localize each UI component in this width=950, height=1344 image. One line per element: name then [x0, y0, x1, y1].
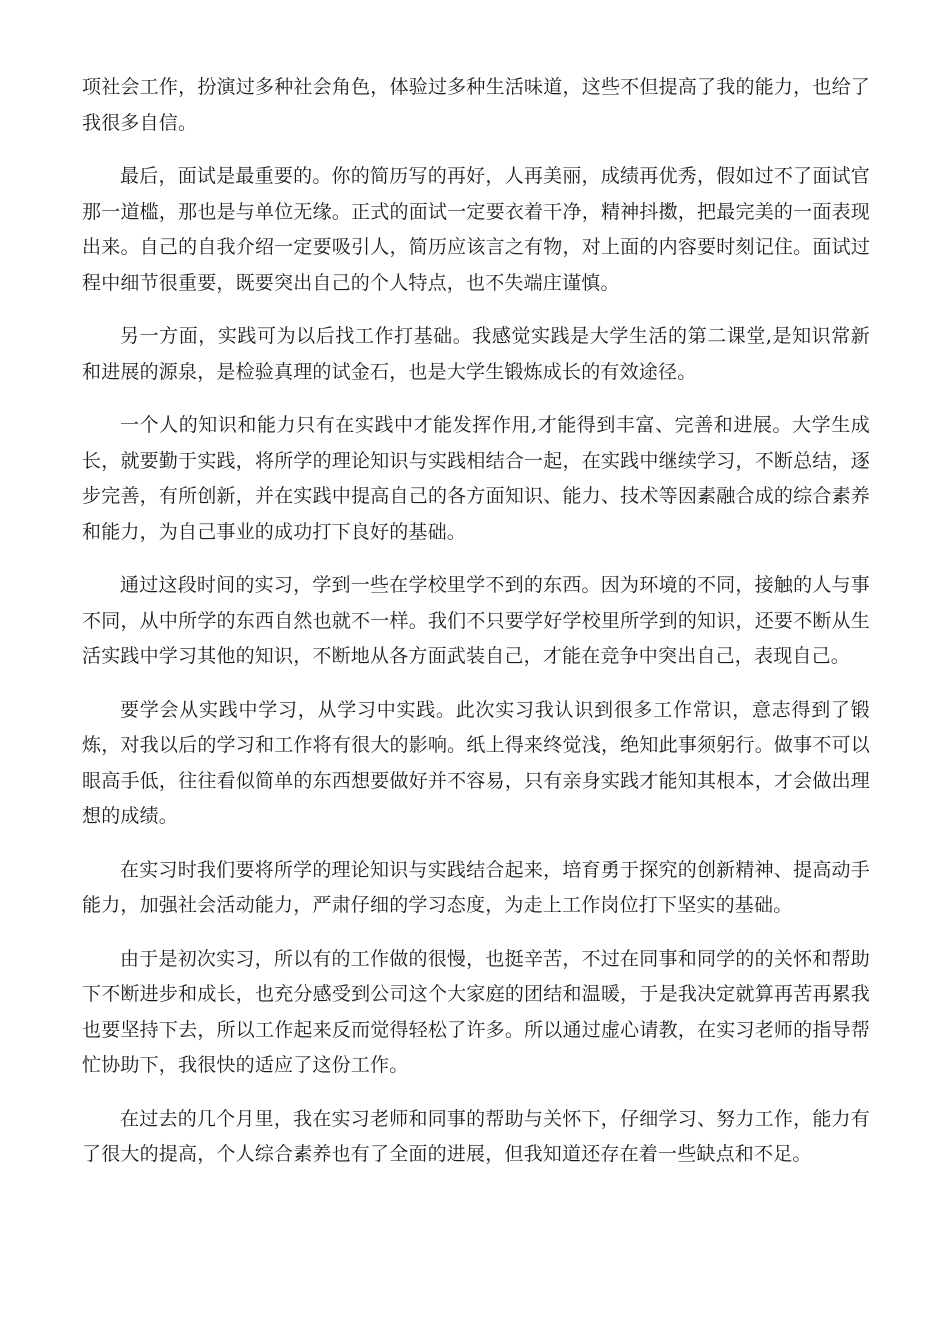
paragraph-3: 另一方面，实践可为以后找工作打基础。我感觉实践是大学生活的第二课堂,是知识常新和进展的源泉，是检验真理的试金石，也是大学生锻炼成长的有效途径。	[82, 325, 870, 383]
paragraph-4: 一个人的知识和能力只有在实践中才能发挥作用,才能得到丰富、完善和进展。大学生成长，就要勤于实践，将所学的理论知识与实践相结合一起，在实践中继续学习，不断总结，逐步完善，有所创新，并在实践中提高自己的各方面知识、能力、技术等因素融合成的综合素养和能力，为自己事业的成功打下良好的基础。	[82, 414, 870, 543]
paragraph-9: 在过去的几个月里，我在实习老师和同事的帮助与关怀下，仔细学习、努力工作，能力有了很大的提高，个人综合素养也有了全面的进展，但我知道还存在着一些缺点和不足。	[82, 1107, 870, 1165]
paragraph-2: 最后，面试是最重要的。你的简历写的再好，人再美丽，成绩再优秀，假如过不了面试官那一道槛，那也是与单位无缘。正式的面试一定要衣着干净，精神抖擞，把最完美的一面表现出来。自己的自我介绍一定要吸引人，简历应该言之有物，对上面的内容要时刻记住。面试过程中细节很重要，既要突出自己的个人特点，也不失端庄谨慎。	[82, 165, 870, 294]
paragraph-5: 通过这段时间的实习，学到一些在学校里学不到的东西。因为环境的不同，接触的人与事不同，从中所学的东西自然也就不一样。我们不只要学好学校里所学到的知识，还要不断从生活实践中学习其他的知识，不断地从各方面武装自己，才能在竞争中突出自己，表现自己。	[82, 574, 870, 667]
paragraph-8: 由于是初次实习，所以有的工作做的很慢，也挺辛苦，不过在同事和同学的的关怀和帮助下不断进步和成长，也充分感受到公司这个大家庭的团结和温暖，于是我决定就算再苦再累我也要坚持下去，所以工作起来反而觉得轻松了许多。所以通过虚心请教，在实习老师的指导帮忙协助下，我很快的适应了这份工作。	[82, 947, 870, 1076]
paragraph-1: 项社会工作，扮演过多种社会角色，体验过多种生活味道，这些不但提高了我的能力，也给了我很多自信。	[82, 76, 870, 134]
document-body	[82, 70, 870, 1191]
paragraph-6: 要学会从实践中学习，从学习中实践。此次实习我认识到很多工作常识，意志得到了锻炼，对我以后的学习和工作将有很大的影响。纸上得来终觉浅，绝知此事须躬行。做事不可以眼高手低，往往看似简单的东西想要做好并不容易，只有亲身实践才能知其根本，才会做出理想的成绩。	[82, 698, 870, 827]
paragraph-7: 在实习时我们要将所学的理论知识与实践结合起来，培育勇于探究的创新精神、提高动手能力，加强社会活动能力，严肃仔细的学习态度，为走上工作岗位打下坚实的基础。	[82, 858, 870, 916]
